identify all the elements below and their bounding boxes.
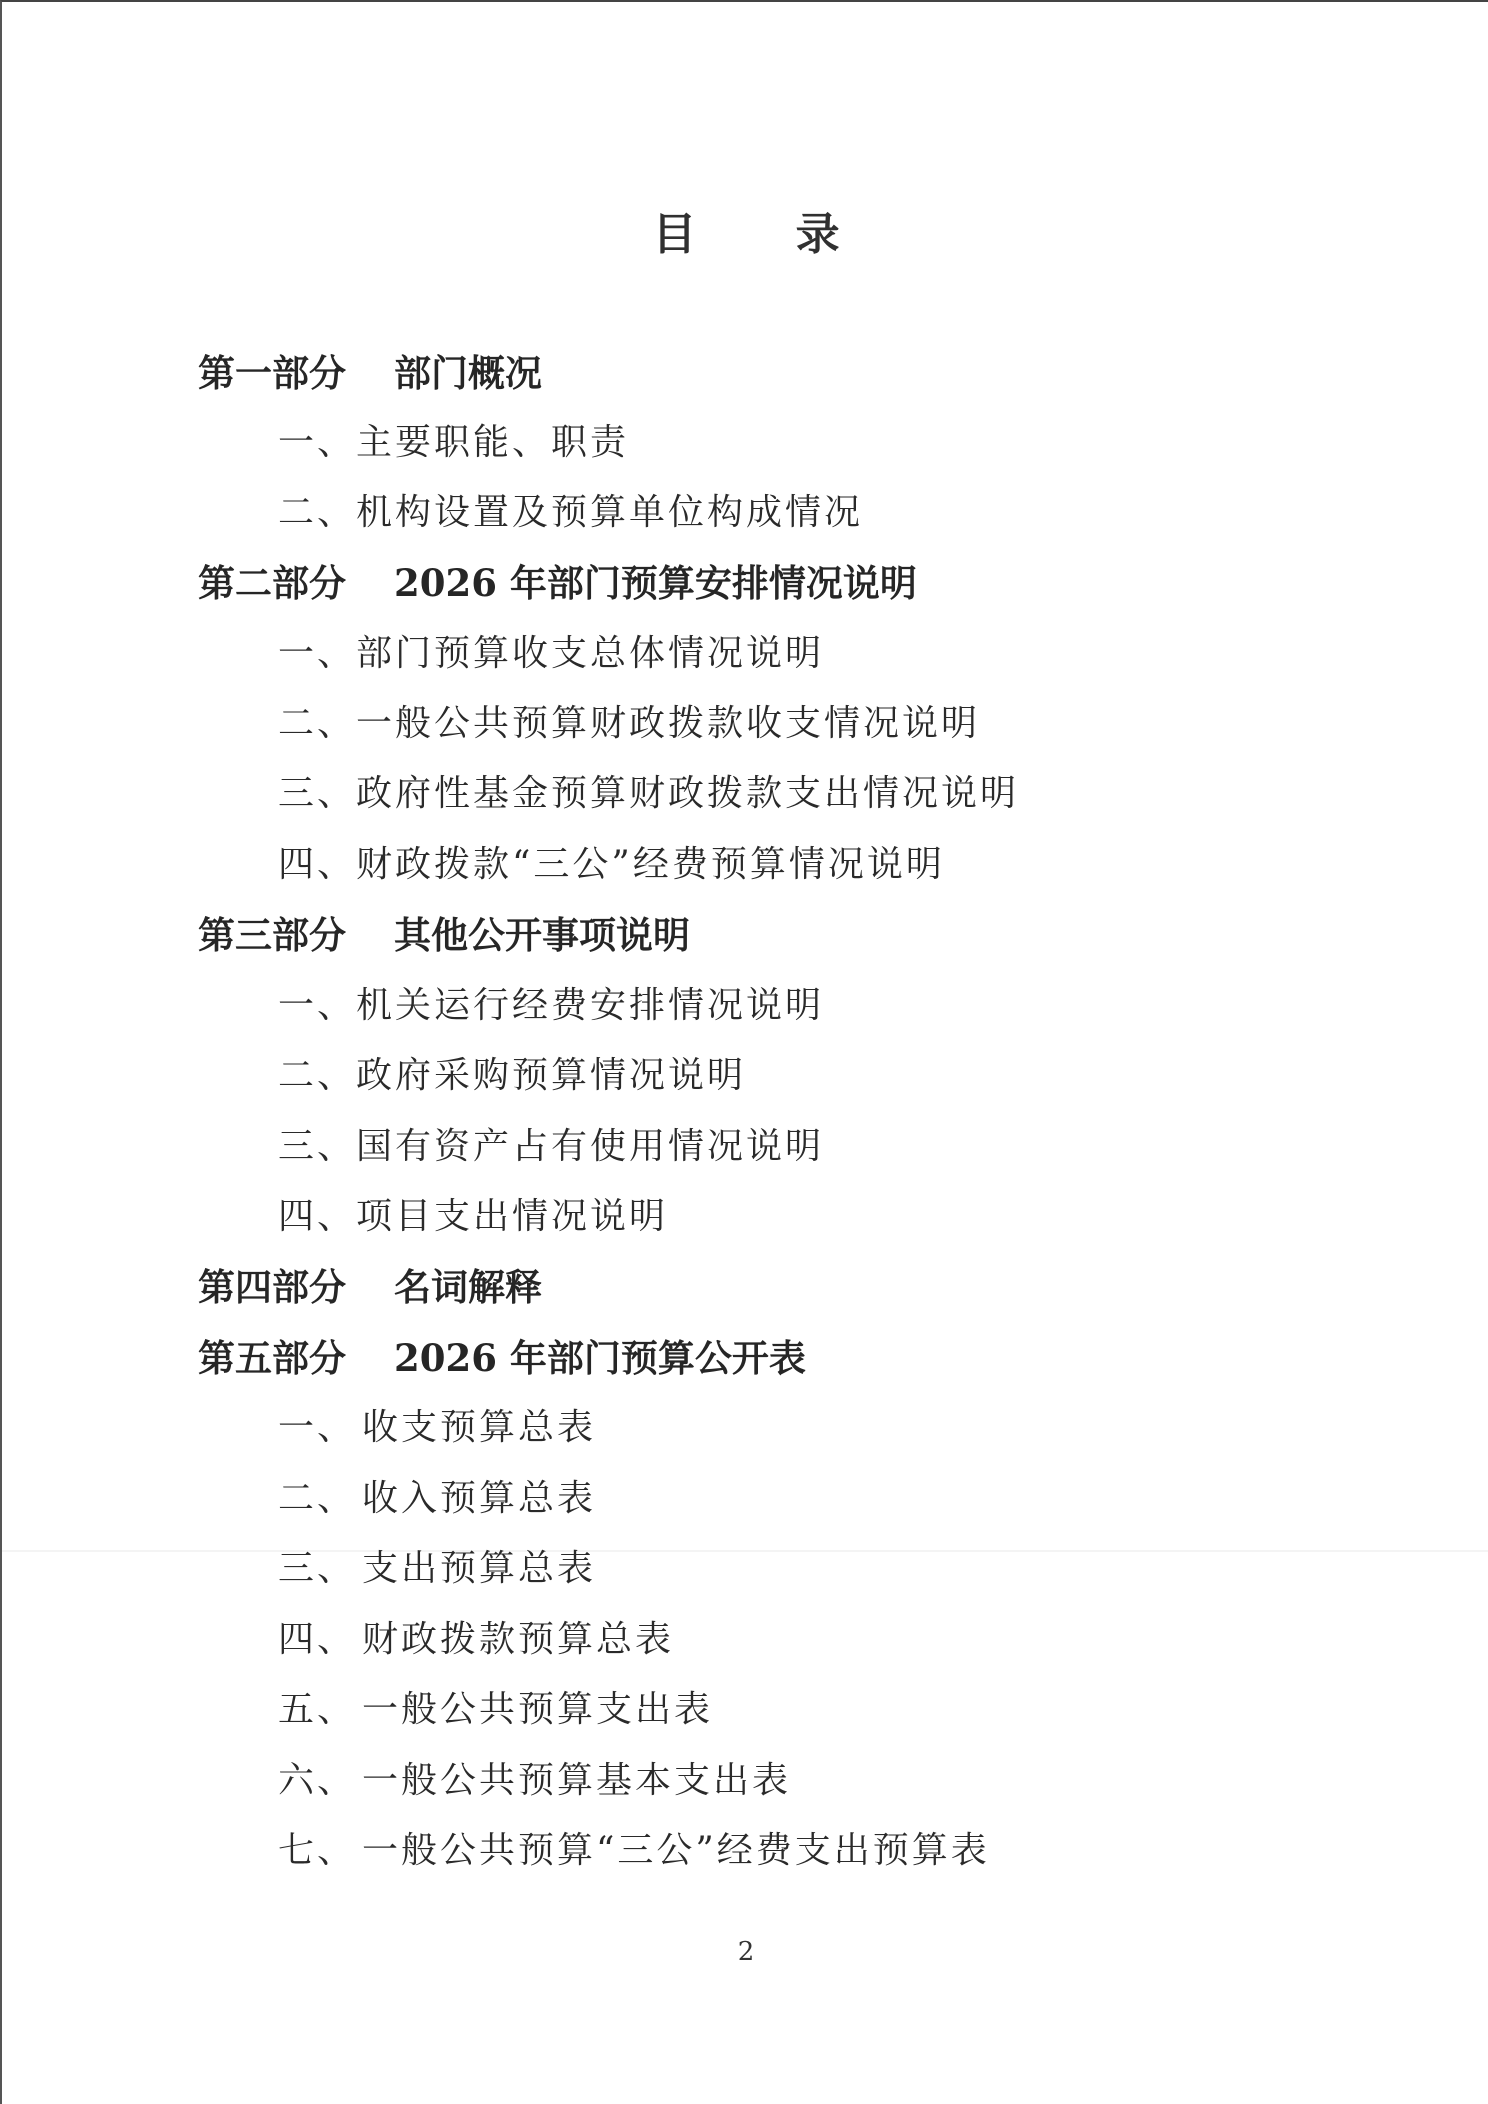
item-text: 收入预算总表 bbox=[362, 1478, 597, 1519]
page-number: 2 bbox=[737, 1937, 755, 1967]
item-text: 收支预算总表 bbox=[362, 1407, 597, 1448]
item-number: 四、 bbox=[278, 1619, 357, 1660]
toc-part-2[interactable] bbox=[198, 559, 917, 607]
item-number: 五、 bbox=[278, 1689, 357, 1730]
item-text: 一般公共预算财政拨款收支情况说明 bbox=[356, 703, 981, 744]
item-number: 四、 bbox=[278, 1196, 357, 1237]
toc-part-3[interactable] bbox=[198, 911, 690, 959]
item-number: 一、 bbox=[278, 985, 357, 1026]
toc-item[interactable] bbox=[278, 630, 824, 678]
item-number: 三、 bbox=[278, 1126, 357, 1167]
item-text: 一般公共预算“三公”经费支出预算表 bbox=[362, 1830, 990, 1871]
item-text: 政府性基金预算财政拨款支出情况说明 bbox=[356, 773, 1020, 814]
part-heading: 2026 年部门预算公开表 bbox=[394, 1336, 806, 1380]
toc-item[interactable] bbox=[278, 1052, 746, 1100]
item-number: 二、 bbox=[278, 703, 357, 744]
toc-part-1[interactable] bbox=[198, 349, 542, 397]
item-text: 政府采购预算情况说明 bbox=[356, 1055, 747, 1096]
item-number: 一、 bbox=[278, 1407, 357, 1448]
toc-item[interactable] bbox=[278, 1404, 596, 1452]
item-text: 部门预算收支总体情况说明 bbox=[356, 633, 825, 674]
item-text: 一般公共预算基本支出表 bbox=[362, 1760, 792, 1801]
toc-item[interactable] bbox=[278, 1475, 596, 1523]
item-number: 七、 bbox=[278, 1830, 357, 1871]
toc-item[interactable] bbox=[278, 419, 629, 467]
toc-item[interactable] bbox=[278, 1757, 791, 1805]
toc-item[interactable] bbox=[278, 700, 980, 748]
item-number: 一、 bbox=[278, 633, 357, 674]
part-heading: 其他公开事项说明 bbox=[394, 913, 690, 957]
part-label: 第三部分 bbox=[198, 913, 346, 957]
toc-part-5[interactable] bbox=[198, 1334, 806, 1382]
item-number: 三、 bbox=[278, 773, 357, 814]
item-text: 财政拨款预算总表 bbox=[362, 1619, 675, 1660]
toc-item[interactable] bbox=[278, 1545, 596, 1593]
item-number: 二、 bbox=[278, 1478, 357, 1519]
toc-item[interactable] bbox=[278, 982, 824, 1030]
part-label: 第五部分 bbox=[198, 1336, 346, 1380]
item-text: 支出预算总表 bbox=[362, 1548, 597, 1589]
toc-item[interactable] bbox=[278, 770, 1019, 818]
part-heading: 部门概况 bbox=[394, 351, 542, 395]
toc-item[interactable] bbox=[278, 841, 945, 889]
item-number: 六、 bbox=[278, 1760, 357, 1801]
item-number: 二、 bbox=[278, 1055, 357, 1096]
part-label: 第四部分 bbox=[198, 1265, 346, 1309]
item-text: 一般公共预算支出表 bbox=[362, 1689, 714, 1730]
toc-item[interactable] bbox=[278, 489, 863, 537]
part-heading: 名词解释 bbox=[394, 1265, 542, 1309]
item-number: 一、 bbox=[278, 422, 357, 463]
scan-artifact-line bbox=[2, 1550, 1488, 1552]
item-text: 主要职能、职责 bbox=[356, 422, 630, 463]
toc-title: 目 录 bbox=[652, 209, 882, 260]
item-text: 项目支出情况说明 bbox=[356, 1196, 669, 1237]
item-text: 机关运行经费安排情况说明 bbox=[356, 985, 825, 1026]
item-text: 财政拨款“三公”经费预算情况说明 bbox=[356, 844, 945, 885]
part-heading: 2026 年部门预算安排情况说明 bbox=[394, 561, 917, 605]
part-label: 第二部分 bbox=[198, 561, 346, 605]
toc-part-4[interactable] bbox=[198, 1263, 542, 1311]
item-text: 国有资产占有使用情况说明 bbox=[356, 1126, 825, 1167]
item-text: 机构设置及预算单位构成情况 bbox=[356, 492, 864, 533]
item-number: 四、 bbox=[278, 844, 357, 885]
toc-item[interactable] bbox=[278, 1123, 824, 1171]
toc-item[interactable] bbox=[278, 1686, 713, 1734]
toc-item[interactable] bbox=[278, 1827, 990, 1875]
item-number: 二、 bbox=[278, 492, 357, 533]
toc-item[interactable] bbox=[278, 1193, 668, 1241]
part-label: 第一部分 bbox=[198, 351, 346, 395]
toc-item[interactable] bbox=[278, 1616, 674, 1664]
item-number: 三、 bbox=[278, 1548, 357, 1589]
